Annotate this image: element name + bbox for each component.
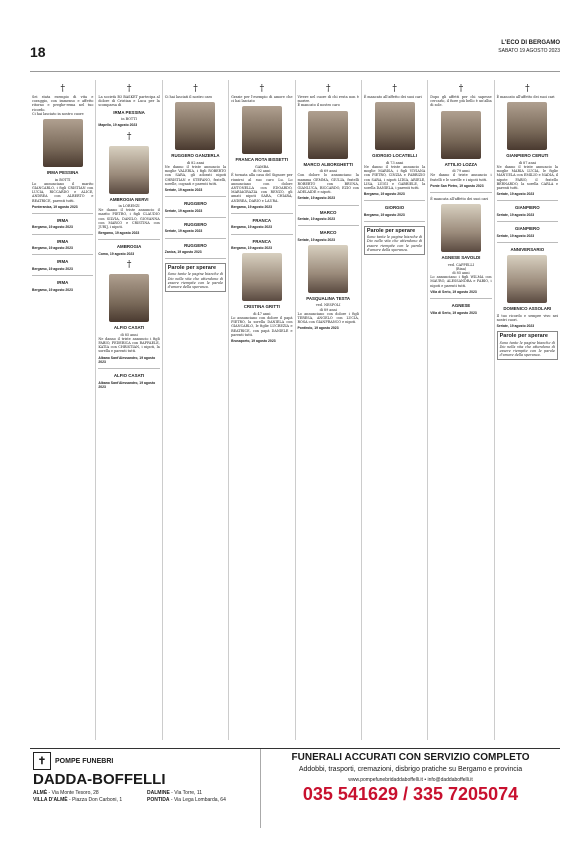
deceased-name: IRMA	[57, 217, 69, 223]
deceased-name: AMBROGIA NERVI	[109, 196, 149, 202]
deceased-name: ANNIVERSARIO	[510, 246, 545, 252]
place-date: Bergamo, 19 agosto 2023	[32, 287, 73, 292]
obituary-text: È mancata all'affetto dei suoi cari	[430, 196, 489, 201]
footer-info-block	[260, 749, 560, 828]
column	[96, 80, 162, 740]
divider	[32, 254, 93, 255]
obituary-text: È tornata alla casa del Signore per riunirsi al suo caro Lu. Lo annunciano con dolore ANTONELLA con EDOARDO, MARIAGRAZIA con RENZO, gli amati nipoti SARA, CHIARA, ANDREA, DARIO e LAURA.	[231, 173, 293, 203]
footer-addresses	[33, 790, 257, 804]
column	[296, 80, 362, 740]
divider	[231, 234, 292, 235]
deceased-name: ALFIO CASATI	[113, 373, 145, 379]
deceased-name: MARCO	[319, 209, 337, 215]
place-date: Seriate, 19 agosto 2023	[496, 233, 535, 238]
place-date: Villa di Serio, 19 agosto 2023	[430, 289, 477, 294]
obituary-text: Grazie per l'esempio di amore che ci hai lasciato	[231, 95, 293, 104]
place-date: Bergamo, 19 agosto 2023	[231, 204, 273, 209]
obituary-text: Vivere nel cuore di chi resta non è morire.	[297, 95, 359, 104]
place-date: Pontirolo, 19 agosto 2023	[297, 326, 339, 331]
column	[163, 80, 229, 740]
place-date: Ponteranica, 19 agosto 2023	[32, 204, 78, 209]
deceased-name: RUGGERO	[184, 201, 207, 207]
divider	[497, 200, 558, 201]
place-date: Villa di Serio, 19 agosto 2023	[430, 310, 477, 315]
deceased-name: GIANPIERO	[514, 205, 540, 211]
subtitle: in LORENZI	[118, 204, 140, 209]
portrait-photo	[308, 245, 348, 293]
subtitle: (Rina)	[455, 266, 467, 271]
deceased-name: GIANPIERO	[514, 226, 540, 232]
obituary-text: Il tuo ricordo e sempre vivo nei nostri cuori.	[496, 313, 558, 322]
subtitle: di 85 anni	[120, 332, 138, 337]
footer-web[interactable]: www.pompefunebridaddaboffelli.it • info@daddaboffelli.it	[348, 777, 473, 783]
obituary-text: È mancato all'affetto dei suoi cari	[496, 95, 555, 99]
obituary-text: Ne danno il triste annuncio i figli FABIO, FEDERICA con RAFFAELE, KATIA con CHRISTIAN, i nipoti, la sorella e parenti tutti.	[98, 336, 160, 354]
place-date: Brusaporto, 19 agosto 2023	[231, 339, 276, 344]
deceased-name: AGNESE SAVOLDI	[441, 255, 481, 261]
address-item: PONTIDA - Via Lega Lombarda, 64	[147, 797, 226, 803]
portrait-photo	[242, 253, 282, 301]
deceased-name: IRMA PESSINA	[113, 109, 145, 115]
obituary-text: È mancato all'affetto dei suoi cari	[363, 95, 422, 99]
place-date: Albano Sant'Alessandro, 19 agosto 2023	[98, 355, 156, 364]
divider	[231, 213, 292, 214]
deceased-name: CRISTINA GRITTI	[243, 304, 280, 310]
subtitle: di 69 anni	[319, 169, 337, 174]
place-date: Seriate, 19 agosto 2023	[297, 196, 336, 201]
obituary-text: Ne danno il triste annuncio la moglie VALERIA, i figli ROBERTO con SARA, gli adorati nipoti CHRISTIAN e STEFANO, fratelli, sorelle, cognati e parenti tutti.	[164, 164, 227, 186]
portrait-photo	[441, 111, 481, 159]
obituary-text: Ci hai lasciati il nostro caro	[164, 95, 213, 99]
deceased-name: ALFIO CASATI	[113, 325, 145, 331]
obituary-columns	[30, 80, 560, 740]
subtitle: di 92 anni	[253, 169, 271, 174]
parole-per-sperare-box	[497, 331, 558, 360]
subtitle: di 73 anni	[385, 160, 404, 165]
portrait-photo	[242, 106, 282, 154]
obituary-text: Sei stata esempio di vita e coraggio, con immenso e affetto ritorno e preghe-rema nel tuo ricordo.	[32, 95, 94, 112]
footer-brand-top-label: POMPE FUNEBRI	[55, 757, 114, 765]
deceased-name: RUGGERO	[184, 221, 207, 227]
column	[229, 80, 295, 740]
address-item: ALMÈ - Via Monte Tesoro, 28	[33, 790, 99, 796]
obituary-text: Con dolore lo annunciano la mamma GEMMA, GIULIA, fratelli ROBERTO con BRUNA, GIANLUCA, RICCARDO, EZIO con ADELAIDE e nipoti.	[297, 173, 359, 195]
place-date: Zanica, 19 agosto 2023	[164, 250, 202, 255]
pps-text: Sono tante le pagine bianche di Dio nella vita che attendono di essere riempite con le parole d'amore della speranza.	[167, 272, 224, 290]
divider	[165, 238, 226, 239]
subtitle: in BOTTI	[121, 117, 137, 122]
pps-title: Parole per sperare	[499, 333, 548, 340]
cross-icon: †	[193, 84, 198, 94]
divider	[98, 368, 159, 369]
place-date: Ponte San Pietro, 19 agosto 2023	[430, 183, 484, 188]
place-date: Seriate, 19 agosto 2023	[297, 237, 336, 242]
column	[30, 80, 96, 740]
obituary-text: È mancato il nostro caro	[297, 103, 340, 108]
portrait-photo	[109, 146, 149, 194]
place-date: Seriate, 19 agosto 2023	[164, 187, 203, 192]
divider	[298, 225, 359, 226]
subtitle: di 87 anni	[518, 160, 536, 165]
footer-brand-top	[33, 752, 257, 770]
portrait-photo	[375, 102, 415, 150]
footer-phones[interactable]: 035 541629 / 335 7205074	[302, 784, 519, 804]
column	[428, 80, 494, 740]
divider	[98, 239, 159, 240]
portrait-photo	[308, 111, 348, 159]
pps-text: Sono tante le pagine bianche di Dio nella vita che attendono di essere riempite con le parole d'amore della speranza.	[499, 340, 555, 358]
place-date: Bergamo, 19 agosto 2023	[32, 225, 73, 230]
subtitle: di 79 anni	[452, 169, 470, 174]
footer-brand: DADDA-BOFFELLI	[33, 771, 166, 788]
divider	[165, 258, 226, 259]
portrait-photo	[43, 119, 83, 167]
paper-name: L'ECO DI BERGAMO	[501, 40, 560, 46]
deceased-name: GIANPIERO CERUTI	[506, 153, 549, 159]
portrait-photo	[109, 274, 149, 322]
place-date: Mapello, 19 agosto 2023	[98, 123, 138, 128]
obituary-text: Ne danno il triste annuncio il marito PIETRO, i figli CLAUDIO con SILVIA, DANILO, GIOVANNA con MARCO e CRISTINA con JURIJ, i nipoti.	[98, 208, 160, 230]
cross-logo-icon: ✝	[33, 752, 51, 770]
divider	[32, 275, 93, 276]
page-header	[30, 40, 560, 72]
portrait-photo	[507, 255, 547, 303]
place-date: Bergamo, 19 agosto 2023	[98, 231, 140, 236]
deceased-name: DOMENICO ASSOLARI	[503, 306, 552, 312]
deceased-name: FRANCA	[252, 217, 272, 223]
obituary-text: La società B3 BASKET partecipa al dolore di Cristian e Luca per la scomparsa di	[98, 95, 160, 108]
place-date: Seriate, 19 agosto 2023	[297, 217, 336, 222]
divider	[364, 200, 425, 201]
footer-brand-block	[30, 749, 260, 828]
obituary-text: Ci hai lasciato in nostro cuore	[32, 111, 84, 116]
address-item: DALMINE - Via Torre, 11	[147, 790, 203, 796]
obituary-text: Lo annunciano il marito GIANCARLO, i figli CRISTIAN con LUCIA, RICCARDO e ALICE, ANDREA con ALBERTO e BEATRICE, parenti tutti.	[32, 181, 94, 203]
place-date: Bergamo, 19 agosto 2023	[231, 246, 273, 251]
subtitle: di 47 anni	[253, 311, 271, 316]
deceased-name: MARCO	[319, 230, 337, 236]
subtitle: GAMBA	[255, 164, 269, 169]
deceased-name: RUGGERO	[184, 242, 207, 248]
footer-subline: Addobbi, trasporti, cremazioni, disbrigo pratiche su Bergamo e provincia	[298, 766, 523, 773]
page-number: 18	[30, 44, 46, 60]
column	[495, 80, 560, 740]
pps-title: Parole per sperare	[167, 265, 217, 272]
cross-icon: †	[392, 84, 397, 94]
obituary-text: Ne danno il triste annuncio la moglie MARISA, i figli VIVIANA con PIETRO, CINZIA e FABRIZIO con SARA, i nipoti LIDIA, ARIELE, LISA, LUIGI e GABRIELE, la sorella DANIELA, i parenti tutti.	[363, 164, 426, 190]
place-date: Seriate, 19 agosto 2023	[496, 192, 535, 197]
divider	[430, 298, 491, 299]
deceased-name: RUGGERO GANZERLA	[171, 153, 220, 159]
cross-icon: †	[525, 84, 530, 94]
place-date: Bergamo, 19 agosto 2023	[32, 246, 73, 251]
deceased-name: IRMA	[57, 280, 69, 286]
deceased-name: AMBROGIA	[116, 244, 142, 250]
parole-per-sperare-box	[364, 226, 425, 255]
deceased-name: ATTILIO LOZZA	[444, 161, 478, 167]
portrait-photo	[507, 102, 547, 150]
subtitle: in BOTTI	[54, 177, 71, 182]
subtitle: di 82 anni	[186, 160, 205, 165]
divider	[430, 192, 491, 193]
deceased-name: IRMA	[57, 259, 69, 265]
deceased-name: GIORGIO	[384, 205, 405, 211]
place-date: Seriate, 19 agosto 2023	[496, 212, 535, 217]
cross-icon: †	[458, 84, 464, 94]
obituary-text: Lo annunciano i figli WILMA con MAURO, ALESSANDRA e FABIO, i nipoti e parenti tutti.	[430, 275, 492, 288]
divider	[165, 196, 226, 197]
place-date: Albano Sant'Alessandro, 19 agosto 2023	[98, 380, 156, 389]
deceased-name: PASQUALINA TESTA	[306, 295, 351, 301]
divider	[165, 217, 226, 218]
place-date: Como, 19 agosto 2023	[98, 251, 135, 256]
place-date: Seriate, 19 agosto 2023	[164, 208, 203, 213]
obituary-text: Lo annunciano con dolore i figli TERESA, ANGELO con LUCIA, ROSA con GIANFRANCO e nipoti.	[297, 311, 359, 325]
deceased-name: FRANCA	[252, 238, 272, 244]
divider	[32, 234, 93, 235]
deceased-name: AGNESE	[451, 303, 471, 309]
divider	[497, 221, 558, 222]
paper-date: SABATO 19 AGOSTO 2023	[498, 48, 560, 54]
obituary-text: Ne danno il triste annuncio i fratelli e le sorelle e i nipoti tutti.	[430, 173, 492, 182]
cross-icon: †	[60, 84, 65, 94]
place-date: Bergamo, 19 agosto 2023	[363, 212, 405, 217]
place-date: Seriate, 19 agosto 2023	[164, 229, 203, 234]
divider	[497, 242, 558, 243]
parole-per-sperare-box	[165, 263, 226, 292]
place-date: Bergamo, 19 agosto 2023	[363, 192, 405, 197]
subtitle: di 85 anni	[452, 271, 470, 276]
subtitle: ved. CAPPELLI	[447, 262, 475, 267]
place-date: Seriate, 19 agosto 2023	[496, 324, 535, 329]
place-date: Bergamo, 19 agosto 2023	[32, 266, 73, 271]
column	[362, 80, 428, 740]
divider	[364, 221, 425, 222]
cross-icon: †	[126, 260, 132, 271]
portrait-photo	[441, 204, 481, 252]
obituary-text: Dopo gli affetti per chi sapesse cercarlo, il fiore più bello è un'alba di sole.	[430, 95, 492, 108]
footer-ad	[30, 748, 560, 828]
subtitle: ved. NESPOLI	[315, 303, 341, 308]
pps-title: Parole per sperare	[366, 228, 416, 235]
cross-icon: †	[126, 84, 132, 94]
pps-text: Sono tante le pagine bianche di Dio nella vita che attendono di essere riempite con le parole d'amore della speranza.	[366, 235, 423, 252]
deceased-name: IRMA	[57, 238, 69, 244]
deceased-name: IRMA PESSINA	[46, 170, 79, 176]
divider	[298, 205, 359, 206]
deceased-name: MARCO ALBORGHETTI	[303, 161, 353, 167]
cross-icon: †	[325, 84, 331, 94]
address-item: VILLA D'ALMÈ - Piazza Don Carboni, 1	[33, 797, 123, 803]
divider	[32, 213, 93, 214]
subtitle: di 89 anni	[319, 307, 337, 312]
cross-icon: †	[259, 84, 265, 94]
place-date: Bergamo, 19 agosto 2023	[231, 225, 273, 230]
obituary-text: Ne danno il triste annuncio la moglie MARIA LUCIA, le figlie MANUELA con EMILIO e NADIA, il nipote FABIO, il fratello BERNARDO, la sorella CARLA e parenti tutti.	[496, 164, 558, 190]
portrait-photo	[175, 102, 215, 150]
obituary-text: Lo annunciano con dolore il papà PIETRO, la sorella DANIELA con GIANCARLO, le figlie LUCREZIA e BEATRICE, con papà DANIELE e parenti tutti.	[231, 316, 293, 337]
deceased-name: GIORGIO LOCATELLI	[372, 153, 417, 159]
footer-headline: FUNERALI ACCURATI CON SERVIZIO COMPLETO	[291, 752, 530, 763]
deceased-name: FRANCA ROTA BISSETTI	[235, 157, 289, 163]
cross-icon: †	[126, 131, 132, 142]
